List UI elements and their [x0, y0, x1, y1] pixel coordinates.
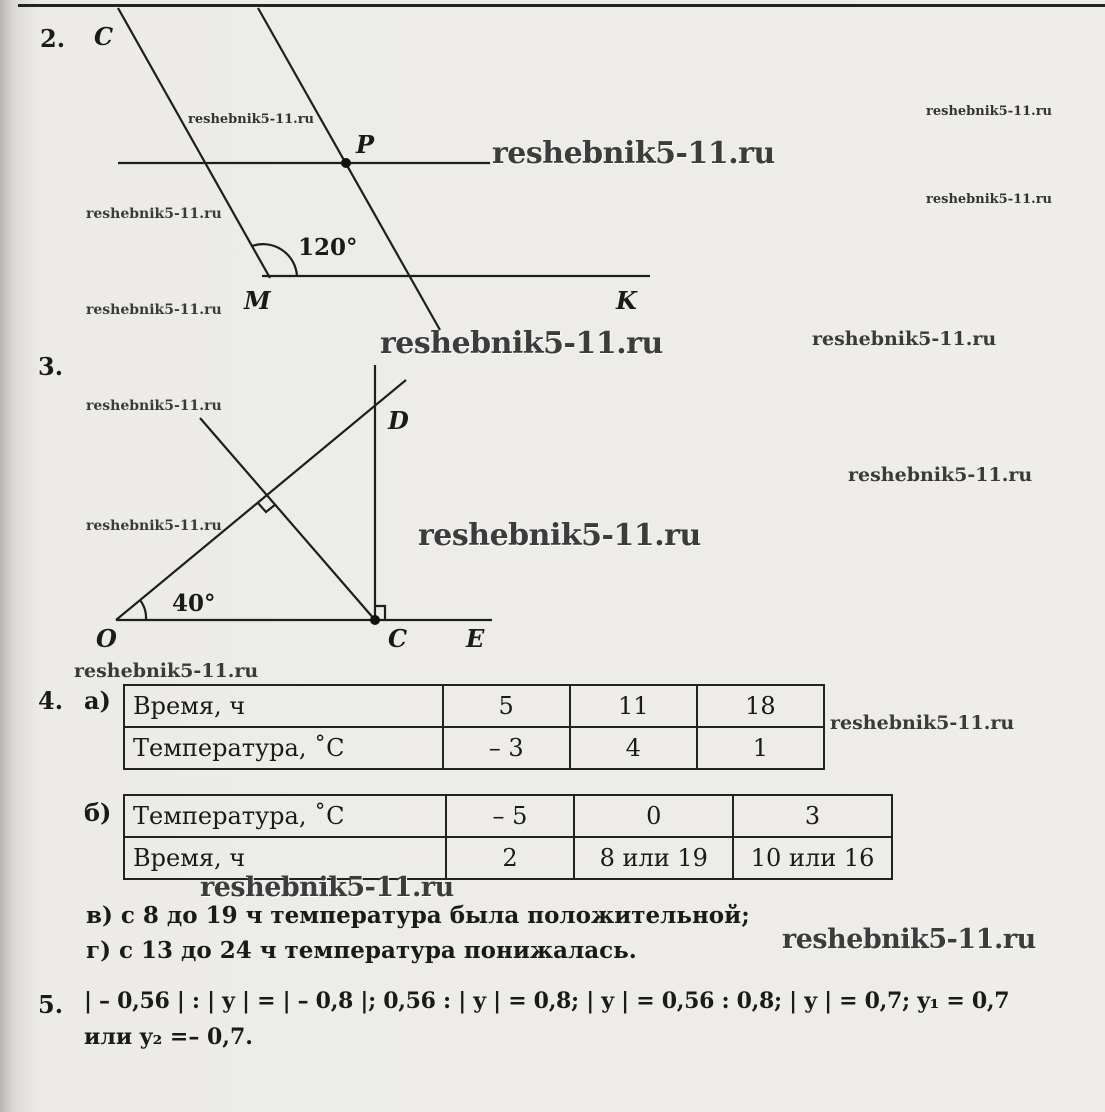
- part-v-text: в) с 8 до 19 ч температура была положительной;: [86, 902, 750, 929]
- table-cell: 18: [697, 685, 824, 727]
- table-cell: – 3: [443, 727, 570, 769]
- problem-5-line2: или y₂ =– 0,7.: [84, 1024, 253, 1050]
- angle-120-label: 120°: [298, 234, 358, 261]
- watermark: reshebnik5-11.ru: [848, 464, 1033, 486]
- label-C-bottom: C: [388, 624, 408, 653]
- watermark: reshebnik5-11.ru: [74, 660, 259, 682]
- problem-5-line1: | – 0,56 | : | y | = | – 0,8 |; 0,56 : | y | = 0,8; | y | = 0,56 : 0,8; | y | = 0,7; y₁ = 0,7: [84, 988, 1010, 1014]
- problem-4-number: 4.: [38, 686, 64, 715]
- watermark: reshebnik5-11.ru: [86, 518, 222, 534]
- watermark: reshebnik5-11.ru: [380, 326, 663, 361]
- angle-40-label: 40°: [172, 590, 216, 617]
- part-g-text: г) с 13 до 24 ч температура понижалась.: [86, 937, 637, 964]
- table-cell: 0: [574, 795, 733, 837]
- label-D: D: [388, 406, 409, 435]
- part-a-marker: а): [84, 686, 111, 715]
- label-M: M: [244, 286, 271, 315]
- right-angle-mark-1: [258, 503, 276, 512]
- label-P: P: [356, 130, 375, 159]
- watermark: reshebnik5-11.ru: [926, 192, 1053, 207]
- part-b-marker: б): [84, 798, 112, 827]
- point-P: [341, 158, 351, 168]
- watermark: reshebnik5-11.ru: [86, 206, 222, 222]
- watermark: reshebnik5-11.ru: [188, 112, 315, 127]
- table-cell: 5: [443, 685, 570, 727]
- watermark: reshebnik5-11.ru: [418, 518, 701, 553]
- line-through-P: [258, 8, 440, 330]
- table-a: [123, 684, 825, 770]
- watermark: reshebnik5-11.ru: [492, 136, 775, 171]
- table-b: [123, 794, 893, 880]
- table-cell: Время, ч: [124, 837, 446, 879]
- table-cell: 11: [570, 685, 697, 727]
- line-CM: [118, 8, 270, 278]
- line-OD: [116, 380, 406, 620]
- watermark: reshebnik5-11.ru: [926, 104, 1053, 119]
- watermark: reshebnik5-11.ru: [830, 712, 1015, 734]
- point-C: [370, 615, 380, 625]
- watermark: reshebnik5-11.ru: [200, 872, 454, 903]
- table-cell: – 5: [446, 795, 575, 837]
- problem-3-number: 3.: [38, 352, 64, 381]
- watermark: reshebnik5-11.ru: [812, 328, 997, 350]
- table-cell: Время, ч: [124, 685, 443, 727]
- problem-2-number: 2.: [40, 24, 66, 53]
- angle-40-arc: [140, 600, 146, 620]
- table-row: [124, 795, 892, 837]
- table-cell: Температура, ˚С: [124, 795, 446, 837]
- table-row: [124, 727, 824, 769]
- table-cell: 4: [570, 727, 697, 769]
- table-cell: 8 или 19: [574, 837, 733, 879]
- watermark: reshebnik5-11.ru: [86, 398, 222, 414]
- table-cell: Температура, ˚С: [124, 727, 443, 769]
- table-cell: 3: [733, 795, 892, 837]
- problem-5-number: 5.: [38, 990, 64, 1019]
- table-cell: 1: [697, 727, 824, 769]
- table-cell: 10 или 16: [733, 837, 892, 879]
- label-E: E: [466, 624, 485, 653]
- watermark: reshebnik5-11.ru: [86, 302, 222, 318]
- watermark: reshebnik5-11.ru: [782, 924, 1036, 955]
- perpendicular-from-C: [200, 418, 375, 620]
- label-K: K: [616, 286, 637, 315]
- label-C-top: C: [94, 22, 114, 51]
- table-row: [124, 685, 824, 727]
- table-cell: 2: [446, 837, 575, 879]
- label-O: O: [96, 624, 117, 653]
